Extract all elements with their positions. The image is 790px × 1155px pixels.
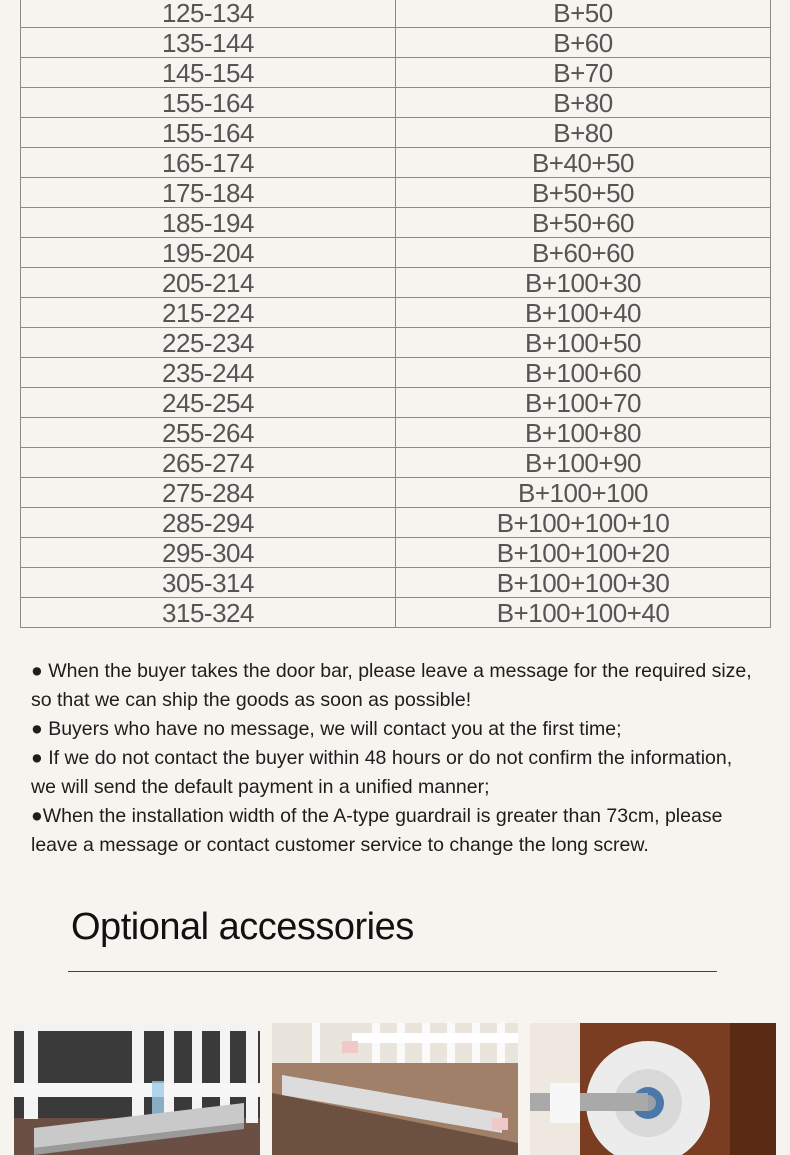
configuration-cell: B+70 bbox=[396, 58, 771, 88]
size-row bbox=[21, 478, 771, 508]
size-row bbox=[21, 268, 771, 298]
configuration-cell: B+100+100+30 bbox=[396, 568, 771, 598]
gate-base-plate-photo bbox=[14, 1023, 260, 1155]
configuration-cell: B+40+50 bbox=[396, 148, 771, 178]
size-row bbox=[21, 88, 771, 118]
configuration-cell: B+100+100+10 bbox=[396, 508, 771, 538]
size-row bbox=[21, 28, 771, 58]
size-table bbox=[20, 0, 771, 628]
wall-cup-screw-photo bbox=[530, 1023, 776, 1155]
configuration-cell: B+100+40 bbox=[396, 298, 771, 328]
width-range-cell: 265-274 bbox=[21, 448, 396, 478]
configuration-cell: B+50+60 bbox=[396, 208, 771, 238]
width-range-cell: 255-264 bbox=[21, 418, 396, 448]
width-range-cell: 125-134 bbox=[21, 0, 396, 28]
width-range-cell: 295-304 bbox=[21, 538, 396, 568]
note-1: ● When the buyer takes the door bar, please leave a message for the required size, so that we can ship the goods as soon as possible! bbox=[31, 660, 752, 711]
width-range-cell: 185-194 bbox=[21, 208, 396, 238]
width-range-cell: 175-184 bbox=[21, 178, 396, 208]
size-row bbox=[21, 508, 771, 538]
configuration-cell: B+100+80 bbox=[396, 418, 771, 448]
configuration-cell: B+100+50 bbox=[396, 328, 771, 358]
size-row bbox=[21, 118, 771, 148]
section-divider bbox=[68, 971, 717, 972]
size-row bbox=[21, 538, 771, 568]
size-row bbox=[21, 388, 771, 418]
size-row bbox=[21, 598, 771, 628]
configuration-cell: B+100+100+40 bbox=[396, 598, 771, 628]
width-range-cell: 245-254 bbox=[21, 388, 396, 418]
width-range-cell: 205-214 bbox=[21, 268, 396, 298]
size-row bbox=[21, 568, 771, 598]
configuration-cell: B+100+100 bbox=[396, 478, 771, 508]
width-range-cell: 195-204 bbox=[21, 238, 396, 268]
notes bbox=[31, 657, 761, 860]
configuration-cell: B+100+90 bbox=[396, 448, 771, 478]
width-range-cell: 235-244 bbox=[21, 358, 396, 388]
width-range-cell: 315-324 bbox=[21, 598, 396, 628]
width-range-cell: 155-164 bbox=[21, 88, 396, 118]
gate-floor-bar-photo bbox=[272, 1023, 518, 1155]
size-row bbox=[21, 238, 771, 268]
configuration-cell: B+100+70 bbox=[396, 388, 771, 418]
width-range-cell: 215-224 bbox=[21, 298, 396, 328]
note-3: ● If we do not contact the buyer within 48 hours or do not confirm the information, we will send the default payment in a unified manner; bbox=[31, 747, 733, 798]
configuration-cell: B+60+60 bbox=[396, 238, 771, 268]
size-row bbox=[21, 448, 771, 478]
width-range-cell: 305-314 bbox=[21, 568, 396, 598]
configuration-cell: B+50+50 bbox=[396, 178, 771, 208]
configuration-cell: B+50 bbox=[396, 0, 771, 28]
configuration-cell: B+100+100+20 bbox=[396, 538, 771, 568]
width-range-cell: 225-234 bbox=[21, 328, 396, 358]
width-range-cell: 135-144 bbox=[21, 28, 396, 58]
section-title: Optional accessories bbox=[71, 906, 414, 948]
configuration-cell: B+100+60 bbox=[396, 358, 771, 388]
width-range-cell: 155-164 bbox=[21, 118, 396, 148]
size-row bbox=[21, 58, 771, 88]
width-range-cell: 285-294 bbox=[21, 508, 396, 538]
note-4: ●When the installation width of the A-type guardrail is greater than 73cm, please leave a message or contact customer service to change the long screw. bbox=[31, 805, 723, 856]
configuration-cell: B+80 bbox=[396, 118, 771, 148]
size-row bbox=[21, 328, 771, 358]
width-range-cell: 275-284 bbox=[21, 478, 396, 508]
note-2: ● Buyers who have no message, we will contact you at the first time; bbox=[31, 718, 622, 740]
width-range-cell: 165-174 bbox=[21, 148, 396, 178]
size-row bbox=[21, 358, 771, 388]
configuration-cell: B+60 bbox=[396, 28, 771, 58]
size-row bbox=[21, 0, 771, 28]
size-row bbox=[21, 298, 771, 328]
width-range-cell: 145-154 bbox=[21, 58, 396, 88]
size-row bbox=[21, 418, 771, 448]
configuration-cell: B+100+30 bbox=[396, 268, 771, 298]
size-row bbox=[21, 178, 771, 208]
size-row bbox=[21, 208, 771, 238]
configuration-cell: B+80 bbox=[396, 88, 771, 118]
size-row bbox=[21, 148, 771, 178]
